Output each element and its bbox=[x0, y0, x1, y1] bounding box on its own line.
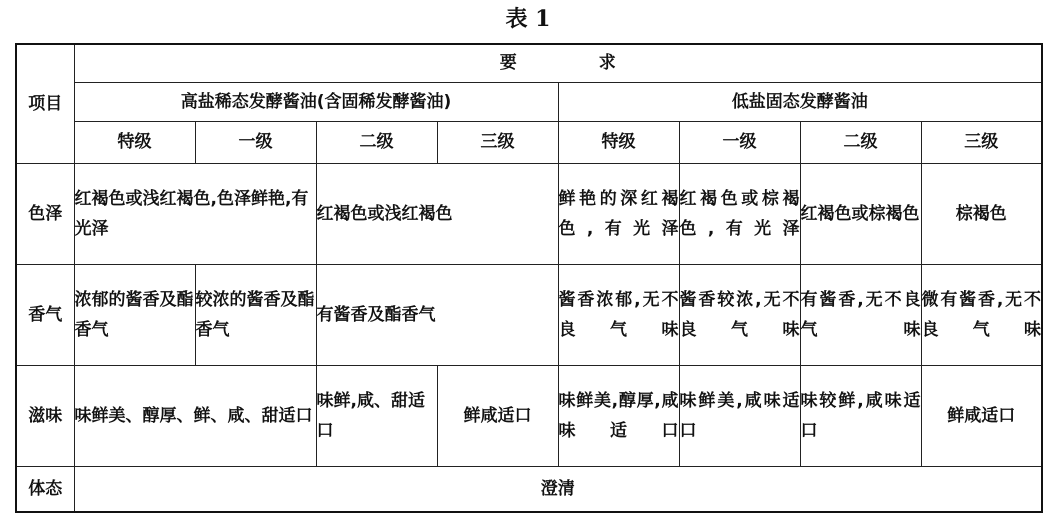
taste-high-premium-first: 味鲜美、醇厚、鲜、咸、甜适口 bbox=[74, 366, 316, 467]
aroma-low-first: 酱香较浓,无不良气味 bbox=[679, 264, 800, 365]
header-row-requirement bbox=[16, 44, 1042, 82]
taste-low-third: 鲜咸适口 bbox=[921, 366, 1042, 467]
color-low-third: 棕褐色 bbox=[921, 163, 1042, 264]
table-caption: 表 1 bbox=[505, 6, 551, 32]
grade-high-premium: 特级 bbox=[74, 121, 195, 163]
row-aroma bbox=[16, 264, 1042, 365]
group-low-salt: 低盐固态发酵酱油 bbox=[558, 82, 1042, 121]
grade-high-second: 二级 bbox=[316, 121, 437, 163]
requirement-header: 要求 bbox=[74, 44, 1042, 82]
taste-low-second: 味较鲜,咸味适口 bbox=[800, 366, 921, 467]
aroma-high-first: 较浓的酱香及酯香气 bbox=[195, 264, 316, 365]
taste-low-first: 味鲜美,咸味适口 bbox=[679, 366, 800, 467]
grade-high-third: 三级 bbox=[437, 121, 558, 163]
grade-low-first: 一级 bbox=[679, 121, 800, 163]
header-row-grades bbox=[16, 121, 1042, 163]
color-high-premium-first: 红褐色或浅红褐色,色泽鲜艳,有光泽 bbox=[74, 163, 316, 264]
grade-low-second: 二级 bbox=[800, 121, 921, 163]
color-low-premium: 鲜艳的深红褐色,有光泽 bbox=[558, 163, 679, 264]
row-label-taste: 滋味 bbox=[16, 366, 74, 467]
taste-high-third: 鲜咸适口 bbox=[437, 366, 558, 467]
color-high-second-third: 红褐色或浅红褐色 bbox=[316, 163, 558, 264]
row-label-color: 色泽 bbox=[16, 163, 74, 264]
aroma-low-second: 有酱香,无不良气味 bbox=[800, 264, 921, 365]
item-header: 项目 bbox=[16, 44, 74, 163]
row-label-state: 体态 bbox=[16, 467, 74, 512]
row-label-aroma: 香气 bbox=[16, 264, 74, 365]
state-value: 澄清 bbox=[74, 467, 1042, 512]
row-state bbox=[16, 467, 1042, 512]
row-taste bbox=[16, 366, 1042, 467]
grade-low-third: 三级 bbox=[921, 121, 1042, 163]
color-low-first: 红褐色或棕褐色,有光泽 bbox=[679, 163, 800, 264]
aroma-low-premium: 酱香浓郁,无不良气味 bbox=[558, 264, 679, 365]
header-row-groups bbox=[16, 82, 1042, 121]
taste-high-second: 味鲜,咸、甜适口 bbox=[316, 366, 437, 467]
row-color bbox=[16, 163, 1042, 264]
group-high-salt: 高盐稀态发酵酱油(含固稀发酵酱油) bbox=[74, 82, 558, 121]
soy-sauce-spec-table bbox=[15, 43, 1043, 513]
grade-low-premium: 特级 bbox=[558, 121, 679, 163]
grade-high-first: 一级 bbox=[195, 121, 316, 163]
aroma-low-third: 微有酱香,无不良气味 bbox=[921, 264, 1042, 365]
color-low-second: 红褐色或棕褐色 bbox=[800, 163, 921, 264]
taste-low-premium: 味鲜美,醇厚,咸味适口 bbox=[558, 366, 679, 467]
aroma-high-premium: 浓郁的酱香及酯香气 bbox=[74, 264, 195, 365]
aroma-high-second-third: 有酱香及酯香气 bbox=[316, 264, 558, 365]
